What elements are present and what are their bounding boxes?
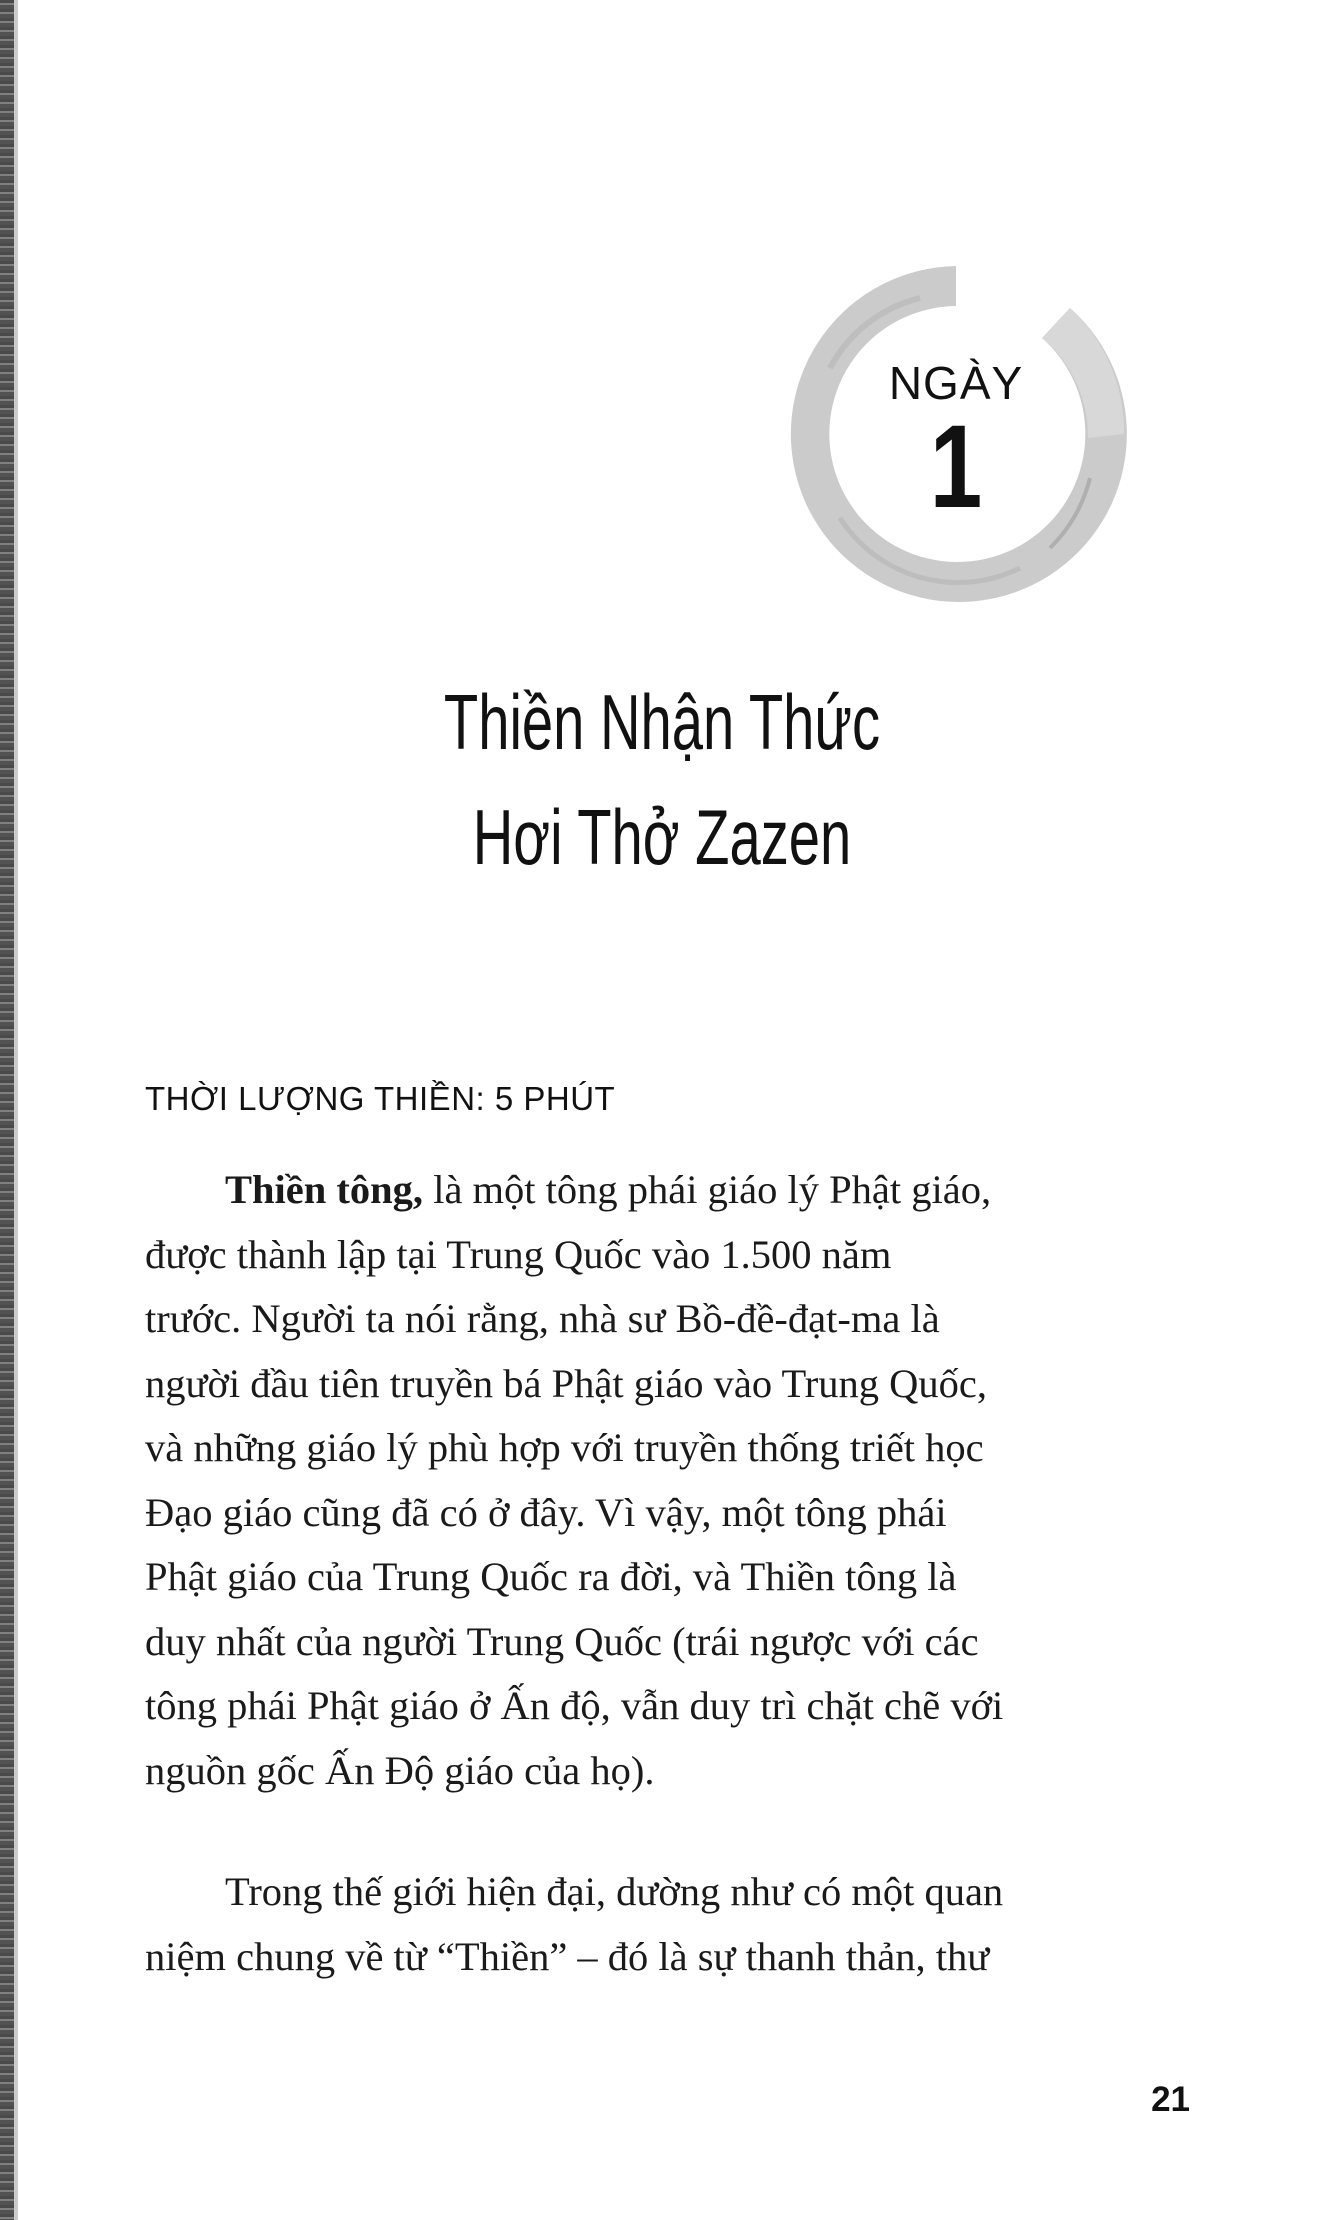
- page-number: 21: [1151, 2080, 1190, 2119]
- paragraph-line: tông phái Phật giáo ở Ấn độ, vẫn duy trì chặt chẽ với: [145, 1683, 1004, 1728]
- paragraph-2: [145, 1860, 1145, 1989]
- day-badge: [770, 248, 1142, 620]
- paragraph-line: và những giáo lý phù hợp với truyền thống triết học: [145, 1425, 984, 1470]
- book-spine-edge: [0, 0, 14, 2220]
- paragraph-line: người đầu tiên truyền bá Phật giáo vào Trung Quốc,: [145, 1360, 988, 1406]
- bold-lead-term: Thiền tông,: [225, 1167, 424, 1212]
- chapter-title-line-1: Thiền Nhận Thức: [443, 678, 881, 766]
- paragraph-line: được thành lập tại Trung Quốc vào 1.500 năm: [145, 1231, 892, 1277]
- paragraph-line: trước. Người ta nói rằng, nhà sư Bồ-đề-đạt-ma là: [145, 1296, 940, 1341]
- book-spine-shadow: [14, 0, 18, 2220]
- paragraph-line: niệm chung về từ “Thiền” – đó là sự thanh thản, thư: [145, 1933, 990, 1979]
- line-text: là một tông phái giáo lý Phật giáo,: [423, 1167, 992, 1212]
- paragraph-line: [145, 1158, 1145, 1223]
- paragraph-line: duy nhất của người Trung Quốc (trái ngược với các: [145, 1618, 979, 1664]
- chapter-title: [200, 665, 1124, 895]
- meditation-duration-heading: THỜI LƯỢNG THIỀN: 5 PHÚT: [145, 1080, 616, 1117]
- paragraph-line: Phật giáo của Trung Quốc ra đời, và Thiền tông là: [145, 1554, 957, 1599]
- badge-day-label: NGÀY: [888, 357, 1024, 409]
- paragraph-line: nguồn gốc Ấn Độ giáo của họ).: [145, 1747, 655, 1793]
- badge-day-number: 1: [929, 401, 983, 533]
- paragraph-1: [145, 1158, 1145, 1803]
- paragraph-line: Trong thế giới hiện đại, dường như có một quan: [225, 1869, 1004, 1914]
- chapter-title-line-2: Hơi Thở Zazen: [472, 793, 852, 881]
- paragraph-line: Đạo giáo cũng đã có ở đây. Vì vậy, một tông phái: [145, 1489, 947, 1535]
